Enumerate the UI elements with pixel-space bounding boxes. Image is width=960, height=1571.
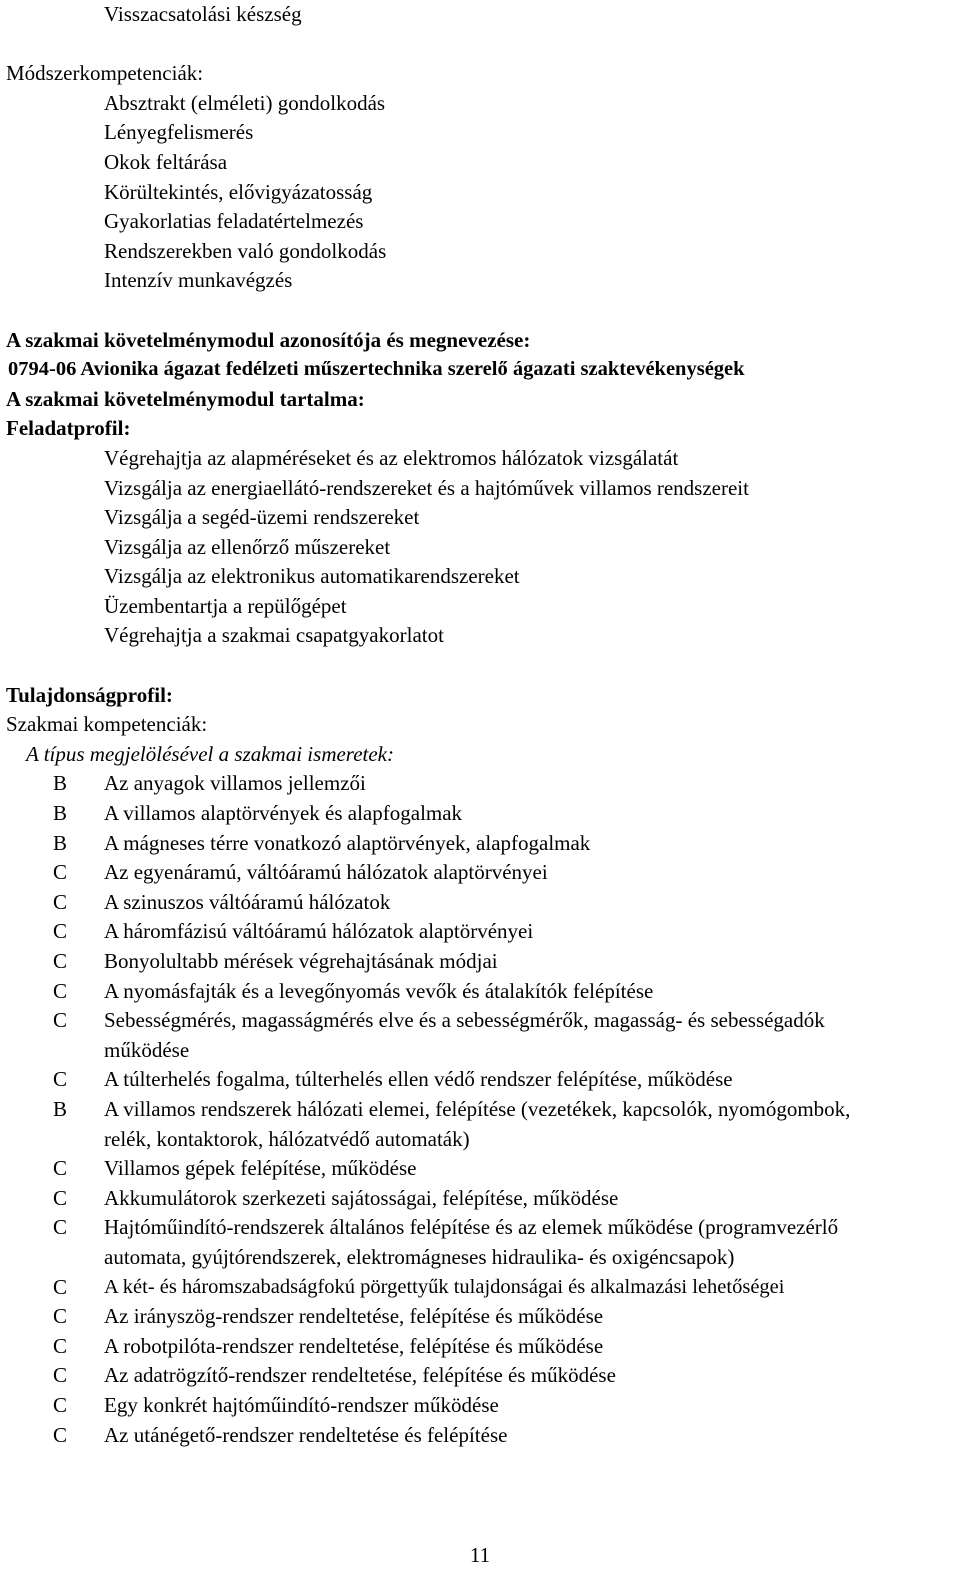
knowledge-item bbox=[6, 799, 956, 829]
document-page bbox=[6, 0, 956, 1450]
knowledge-text: Egy konkrét hajtóműindító-rendszer működése bbox=[104, 1392, 499, 1417]
knowledge-type-code: B bbox=[53, 830, 68, 855]
knowledge-text: A mágneses térre vonatkozó alaptörvények, alapfogalmak bbox=[104, 830, 591, 855]
method-item: Rendszerekben való gondolkodás bbox=[104, 238, 387, 263]
knowledge-item bbox=[6, 917, 956, 947]
knowledge-text: A villamos rendszerek hálózati elemei, felépítése (vezetékek, kapcsolók, nyomógombok, relék, kontaktorok, hálózatvédő automaták) bbox=[104, 1096, 851, 1151]
knowledge-type-code: C bbox=[53, 1215, 68, 1240]
method-item: Gyakorlatias feladatértelmezés bbox=[104, 209, 364, 234]
knowledge-text: Az adatrögzítő-rendszer rendeltetése, felépítése és működése bbox=[104, 1363, 616, 1388]
knowledge-type-code: C bbox=[53, 1363, 68, 1388]
spacer bbox=[6, 651, 956, 681]
module-id-heading: A szakmai követelménymodul azonosítója és megnevezése: bbox=[6, 327, 531, 352]
knowledge-item bbox=[6, 1006, 956, 1065]
task-item: Vizsgálja az energiaellátó-rendszereket és a hajtóművek villamos rendszereit bbox=[104, 475, 749, 500]
knowledge-item bbox=[6, 1154, 956, 1184]
knowledge-item bbox=[6, 977, 956, 1007]
knowledge-type-code: C bbox=[53, 1392, 68, 1417]
knowledge-item bbox=[6, 1332, 956, 1362]
knowledge-text: Sebességmérés, magasságmérés elve és a sebességmérők, magasság- és sebességadók működése bbox=[104, 1008, 825, 1062]
method-heading: Módszerkompetenciák: bbox=[6, 61, 204, 86]
page-number: 11 bbox=[469, 1543, 491, 1567]
knowledge-text: Az utánégető-rendszer rendeltetése és felépítése bbox=[104, 1422, 508, 1447]
spacer bbox=[6, 296, 956, 326]
professional-competencies-heading: Szakmai kompetenciák: bbox=[6, 712, 208, 737]
knowledge-type-code: C bbox=[53, 978, 68, 1003]
task-item: Végrehajtja a szakmai csapatgyakorlatot bbox=[104, 623, 444, 648]
knowledge-type-code: C bbox=[53, 1304, 68, 1329]
knowledge-type-code: C bbox=[53, 949, 68, 973]
knowledge-text: A nyomásfajták és a levegőnyomás vevők és átalakítók felépítése bbox=[104, 978, 654, 1003]
knowledge-item bbox=[6, 1184, 956, 1214]
knowledge-type-code: C bbox=[53, 1067, 68, 1092]
property-profile-heading: Tulajdonságprofil: bbox=[6, 682, 173, 707]
knowledge-type-code: C bbox=[53, 889, 68, 914]
knowledge-item bbox=[6, 829, 956, 859]
knowledge-type-code: C bbox=[53, 919, 68, 944]
method-item: Absztrakt (elméleti) gondolkodás bbox=[104, 90, 386, 115]
knowledge-item bbox=[6, 1302, 956, 1332]
knowledge-type-code: C bbox=[53, 860, 68, 885]
knowledge-type-code: C bbox=[53, 1156, 68, 1181]
knowledge-item bbox=[6, 1391, 956, 1421]
module-id-value: 0794-06 Avionika ágazat fedélzeti műszertechnika szerelő ágazati szaktevékenységek bbox=[8, 358, 745, 381]
knowledge-type-code: C bbox=[53, 1333, 68, 1358]
knowledge-item bbox=[6, 1421, 956, 1451]
module-content-heading: A szakmai követelménymodul tartalma: bbox=[6, 386, 365, 411]
method-item: Okok feltárása bbox=[104, 149, 228, 174]
knowledge-text: Hajtóműindító-rendszerek általános felépítése és az elemek működése (programvezérlő automata, gyújtórendszerek, elektromágneses hidraulika- és oxigéncsapok) bbox=[104, 1215, 839, 1269]
task-item: Vizsgálja a segéd-üzemi rendszereket bbox=[104, 505, 420, 530]
knowledge-text: A szinuszos váltóáramú hálózatok bbox=[104, 889, 391, 914]
knowledge-item bbox=[6, 947, 956, 977]
knowledge-type-code: C bbox=[53, 1008, 68, 1033]
knowledge-type-code: C bbox=[53, 1274, 68, 1299]
knowledge-item bbox=[6, 1273, 956, 1303]
knowledge-text: A robotpilóta-rendszer rendeltetése, felépítése és működése bbox=[104, 1333, 604, 1358]
method-item: Intenzív munkavégzés bbox=[104, 268, 293, 293]
knowledge-text: Villamos gépek felépítése, működése bbox=[104, 1156, 417, 1181]
competency-item: Visszacsatolási készség bbox=[104, 2, 302, 26]
knowledge-type-heading: A típus megjelölésével a szakmai ismeretek: bbox=[26, 741, 394, 766]
knowledge-type-code: B bbox=[53, 801, 68, 826]
knowledge-text: Az egyenáramú, váltóáramú hálózatok alaptörvényei bbox=[104, 860, 548, 885]
knowledge-text: Akkumulátorok szerkezeti sajátosságai, felépítése, működése bbox=[104, 1185, 619, 1210]
knowledge-item bbox=[6, 769, 956, 799]
knowledge-item bbox=[6, 1095, 956, 1154]
task-item: Vizsgálja az ellenőrző műszereket bbox=[104, 534, 391, 559]
task-item: Vizsgálja az elektronikus automatikarendszereket bbox=[104, 564, 520, 589]
knowledge-text: A két- és háromszabadságfokú pörgettyűk tulajdonságai és alkalmazási lehetőségei bbox=[104, 1275, 785, 1298]
knowledge-type-code: B bbox=[53, 771, 68, 796]
knowledge-list bbox=[6, 769, 956, 1450]
knowledge-item bbox=[6, 1213, 956, 1272]
knowledge-text: A villamos alaptörvények és alapfogalmak bbox=[104, 801, 463, 826]
knowledge-item bbox=[6, 1065, 956, 1095]
task-item: Üzembentartja a repülőgépet bbox=[104, 593, 347, 618]
knowledge-type-code: B bbox=[53, 1096, 68, 1121]
knowledge-text: A túlterhelés fogalma, túlterhelés ellen védő rendszer felépítése, működése bbox=[104, 1067, 733, 1092]
task-profile-heading: Feladatprofil: bbox=[6, 416, 131, 441]
knowledge-item bbox=[6, 858, 956, 888]
method-item: Körültekintés, elővigyázatosság bbox=[104, 179, 373, 204]
spacer bbox=[6, 30, 956, 60]
knowledge-type-code: C bbox=[53, 1422, 68, 1447]
method-item: Lényegfelismerés bbox=[104, 120, 254, 145]
knowledge-item bbox=[6, 888, 956, 918]
knowledge-text: Bonyolultabb mérések végrehajtásának módjai bbox=[104, 949, 498, 973]
knowledge-type-code: C bbox=[53, 1185, 68, 1210]
knowledge-text: Az anyagok villamos jellemzői bbox=[104, 771, 366, 796]
knowledge-item bbox=[6, 1361, 956, 1391]
knowledge-text: Az irányszög-rendszer rendeltetése, felépítése és működése bbox=[104, 1304, 604, 1329]
knowledge-text: A háromfázisú váltóáramú hálózatok alaptörvényei bbox=[104, 919, 534, 944]
task-item: Végrehajtja az alapméréseket és az elektromos hálózatok vizsgálatát bbox=[104, 445, 679, 470]
